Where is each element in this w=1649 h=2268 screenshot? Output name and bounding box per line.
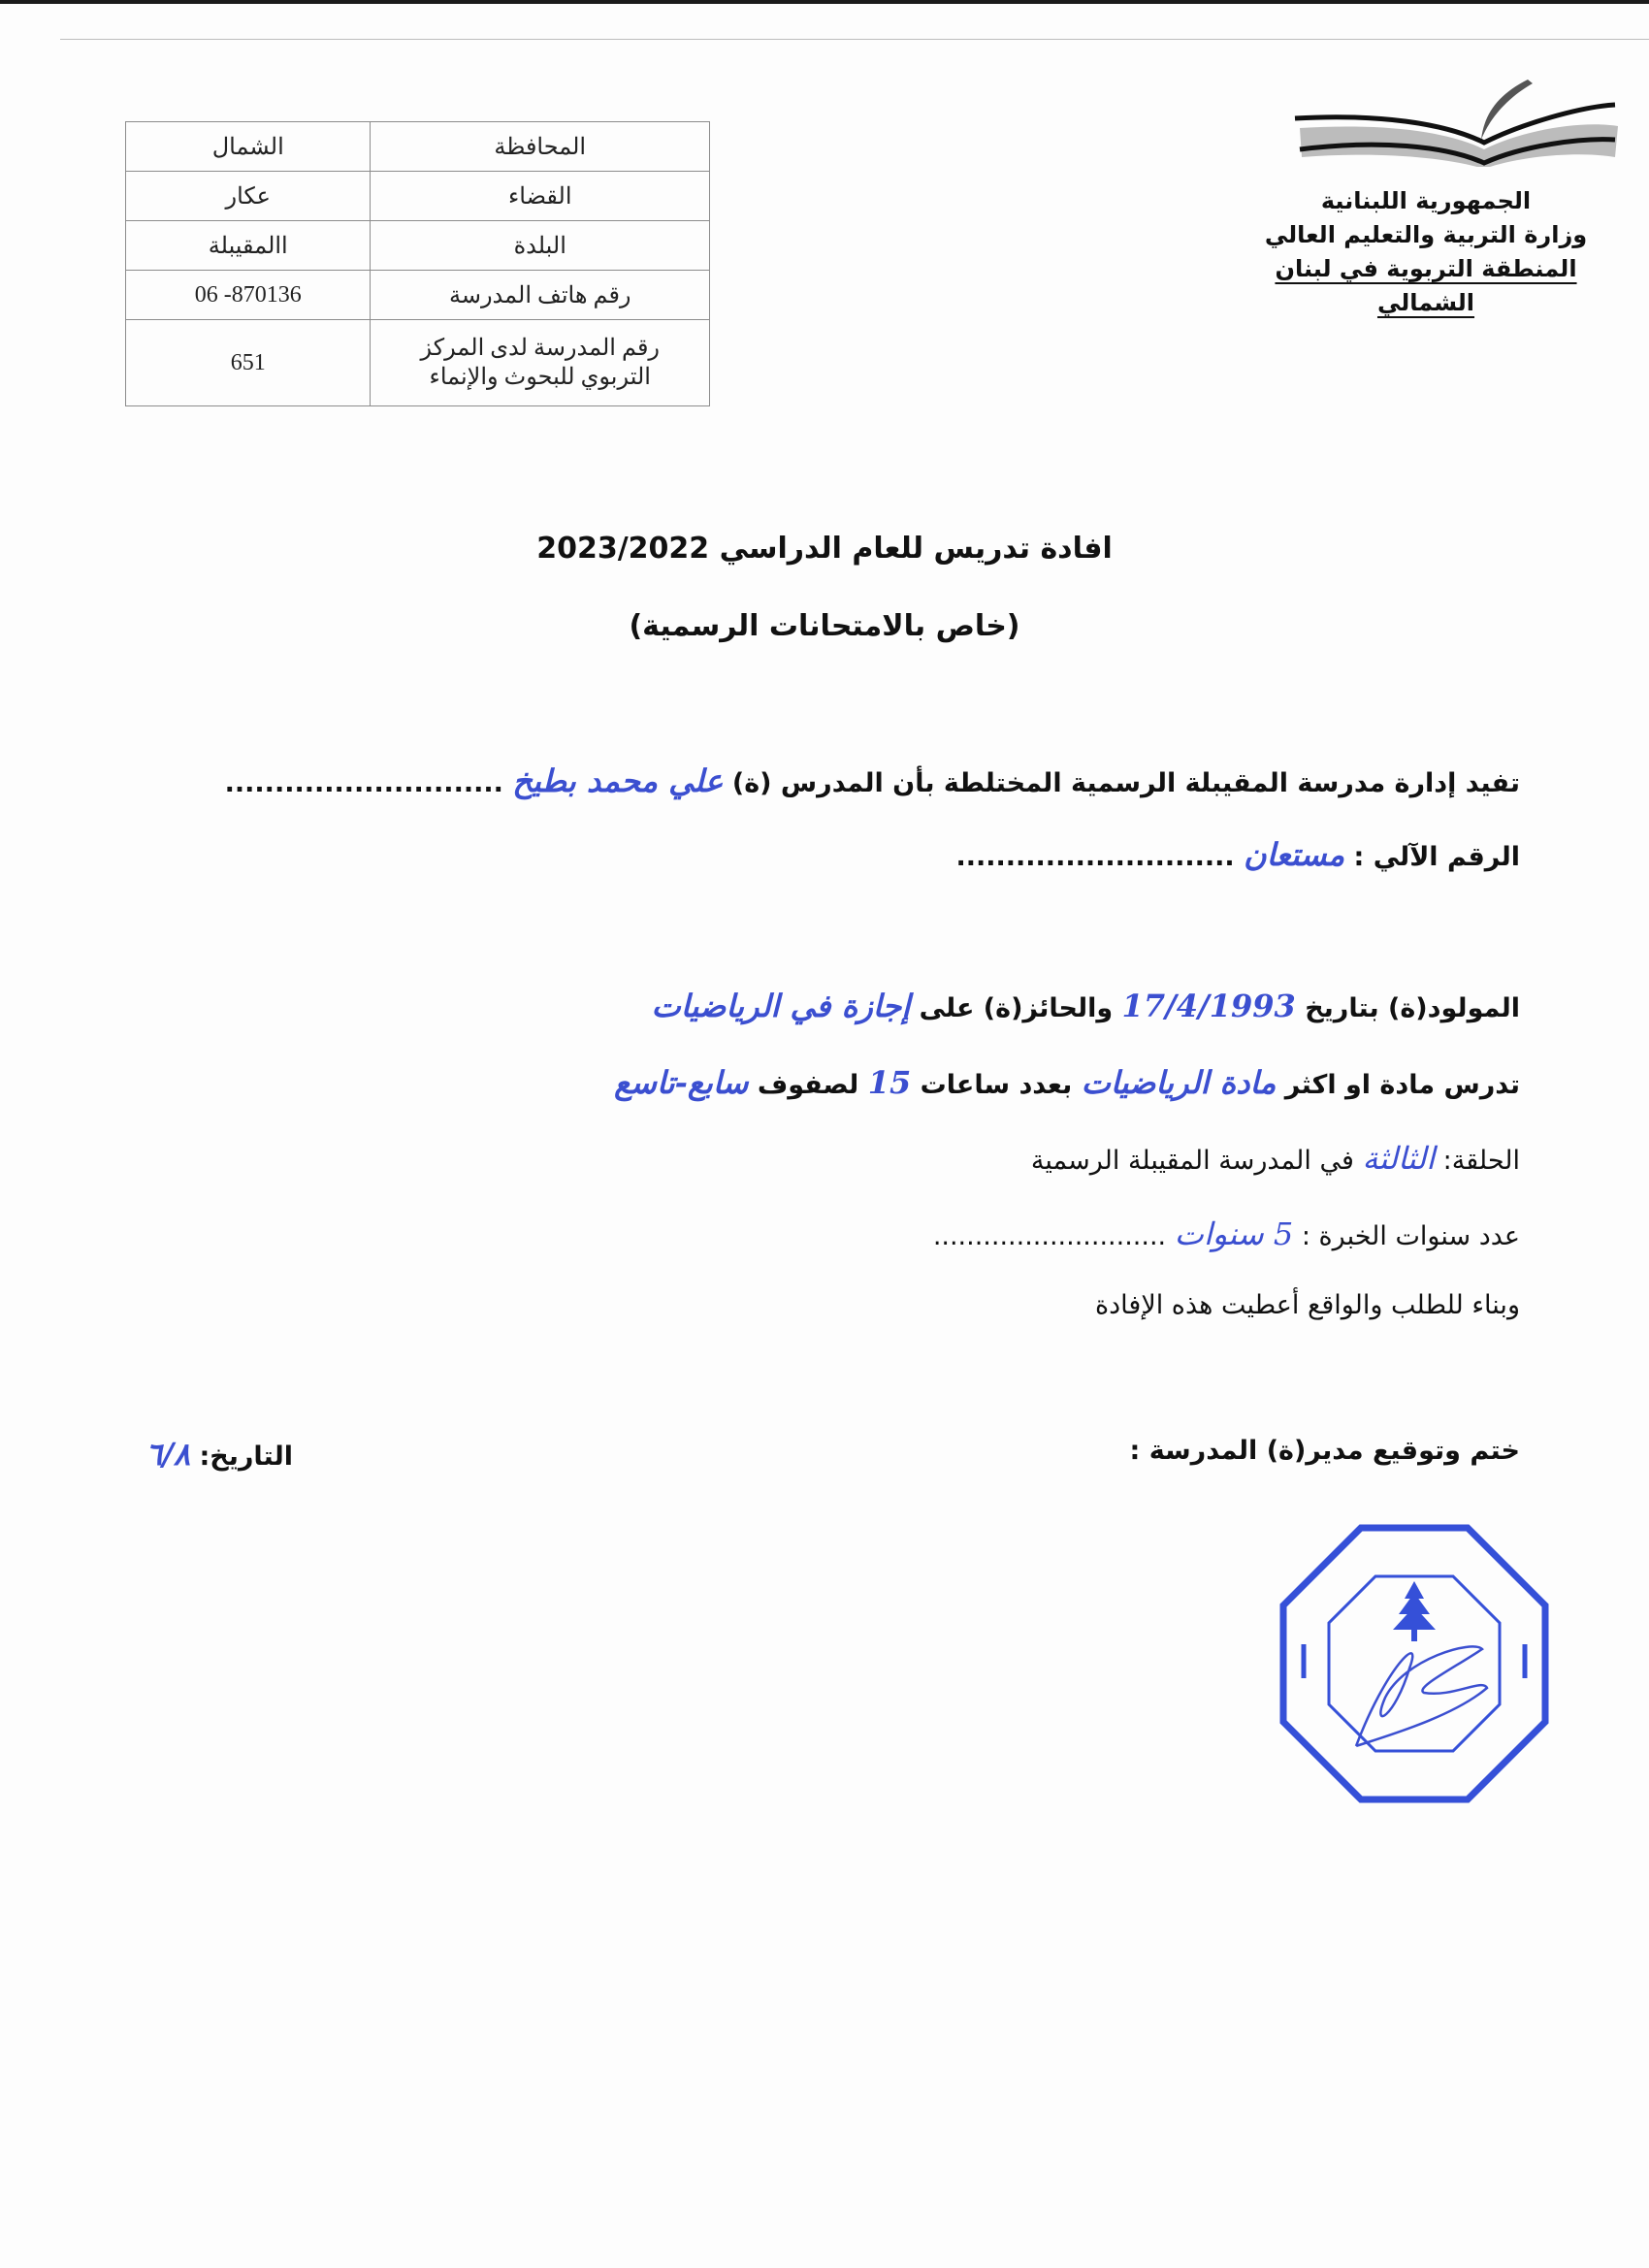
phone-number: 06 -870136: [194, 281, 302, 308]
cycle-line: [1031, 1140, 1520, 1177]
degree-label: والحائز(ة) على: [919, 993, 1114, 1023]
subject-handwritten: مادة الرياضيات: [1081, 1064, 1277, 1101]
document-subtitle: (خاص بالامتحانات الرسمية): [629, 609, 1020, 643]
subject-label: تدرس مادة او اكثر: [1284, 1070, 1520, 1100]
table-row: [126, 221, 710, 271]
region-name: المنطقة التربوية في لبنان الشمالي: [1275, 255, 1577, 316]
auto-number-label: الرقم الآلي :: [1353, 842, 1520, 872]
birth-degree-line: [652, 988, 1520, 1024]
row-value: عكار: [126, 172, 371, 221]
row-label-line: رقم المدرسة لدى المركز: [420, 336, 660, 361]
row-value: الشمال: [126, 122, 371, 172]
teacher-name-label: تفيد إدارة مدرسة المقيبلة الرسمية المختلطة بأن المدرس (ة): [731, 768, 1520, 798]
row-label: رقم هاتف المدرسة: [371, 271, 710, 320]
row-label: [371, 320, 710, 406]
dotted-fill: ............................: [224, 768, 503, 798]
date-label: التاريخ:: [199, 1442, 293, 1472]
scan-edge: [0, 0, 1649, 4]
auto-number-handwritten: مستعان: [1244, 836, 1345, 873]
row-label-line: التربوي للبحوث والإنماء: [429, 365, 651, 390]
republic-name: الجمهورية اللبنانية: [1320, 187, 1532, 214]
degree-handwritten: إجازة في الرياضيات: [651, 988, 911, 1024]
table-row: [126, 172, 710, 221]
stamp-outer-octagon: [1283, 1528, 1545, 1799]
birth-date-handwritten: 17/4/1993: [1121, 988, 1296, 1024]
table-row: [126, 122, 710, 172]
row-label: القضاء: [371, 172, 710, 221]
experience-line: [933, 1215, 1520, 1252]
hours-handwritten: 15: [867, 1064, 912, 1101]
row-value: [126, 271, 371, 320]
classes-label: لصفوف: [757, 1070, 859, 1100]
top-rule: [60, 39, 1649, 40]
ministry-name: وزارة التربية والتعليم العالي: [1264, 221, 1588, 248]
date-line: [146, 1436, 293, 1473]
hours-label: بعدد ساعات: [920, 1070, 1073, 1100]
document-title: افادة تدريس للعام الدراسي 2023/2022: [536, 532, 1113, 566]
cycle-handwritten: الثالثة: [1362, 1140, 1436, 1177]
book-logo: [1290, 70, 1620, 167]
signature-label: ختم وتوقيع مدير(ة) المدرسة :: [1129, 1436, 1520, 1466]
stamp-signature-scrawl: [1356, 1646, 1487, 1746]
cycle-label: الحلقة:: [1442, 1146, 1520, 1176]
table-row: [126, 320, 710, 406]
table-row: [126, 271, 710, 320]
row-label: المحافظة: [371, 122, 710, 172]
school-label: في المدرسة المقيبلة الرسمية: [1030, 1146, 1354, 1176]
cedar-icon: [1393, 1581, 1436, 1641]
school-info-table: [125, 121, 710, 406]
dotted-fill: ............................: [955, 842, 1235, 872]
teacher-name-line: [225, 762, 1520, 799]
teacher-name-handwritten: علي محمد بطيخ: [512, 762, 724, 799]
auto-number-line: [956, 836, 1521, 873]
row-label: البلدة: [371, 221, 710, 271]
closing-line: وبناء للطلب والواقع أعطيت هذه الإفادة: [1095, 1290, 1520, 1320]
row-value: االمقيبلة: [126, 221, 371, 271]
date-handwritten: ٦/٨: [146, 1436, 191, 1473]
ministry-header: [1232, 184, 1620, 320]
school-stamp: [1278, 1523, 1550, 1804]
birth-date-label: المولود(ة) بتاريخ: [1305, 993, 1520, 1023]
experience-handwritten: 5 سنوات: [1174, 1215, 1294, 1252]
teaching-line: [614, 1064, 1520, 1101]
experience-label: عدد سنوات الخبرة :: [1301, 1221, 1520, 1251]
classes-handwritten: سابع-تاسع: [614, 1064, 749, 1101]
row-value: 651: [126, 320, 371, 406]
dotted-fill: ............................: [932, 1221, 1167, 1251]
